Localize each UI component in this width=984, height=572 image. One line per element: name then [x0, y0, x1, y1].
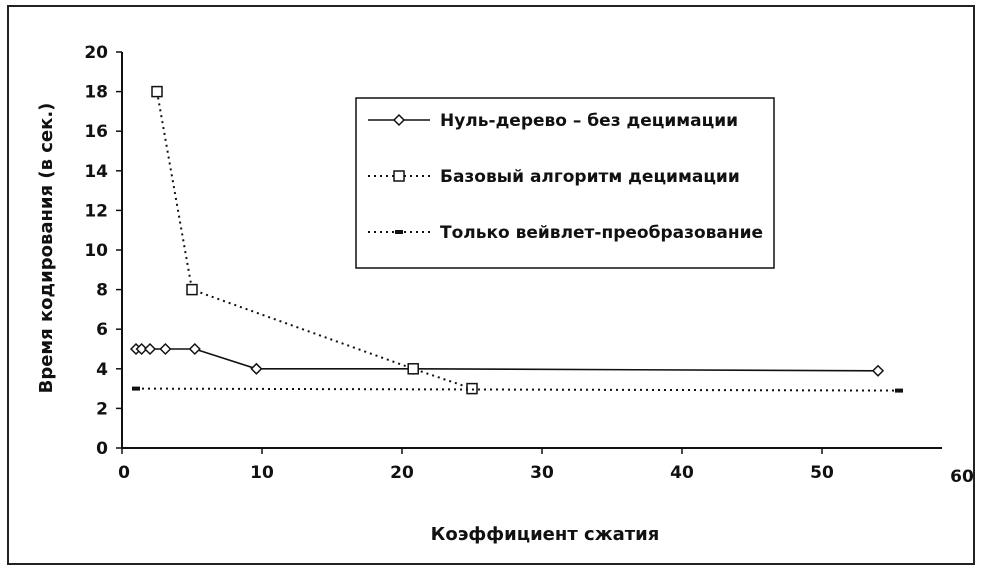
- square-marker: [408, 364, 418, 374]
- y-tick-label: 20: [84, 43, 108, 63]
- x-axis-ticks: [118, 448, 974, 487]
- diamond-marker: [190, 344, 200, 354]
- y-tick-label: 2: [96, 399, 108, 420]
- legend-label: Базовый алгоритм децимации: [440, 167, 740, 187]
- x-tick-label: 60: [950, 467, 974, 487]
- y-tick-label: 8: [96, 280, 108, 301]
- diamond-marker: [873, 366, 883, 376]
- diamond-marker: [251, 364, 261, 374]
- diamond-marker: [145, 344, 155, 354]
- x-tick-label: 30: [530, 463, 554, 483]
- square-marker: [152, 87, 162, 97]
- y-tick-label: 16: [84, 122, 108, 143]
- series-1: [131, 344, 883, 376]
- dash-marker: [132, 387, 140, 391]
- diamond-marker: [160, 344, 170, 354]
- square-marker: [394, 171, 404, 181]
- series-line: [136, 389, 899, 391]
- x-tick-label: 50: [810, 463, 834, 483]
- square-marker: [467, 384, 477, 394]
- square-marker: [187, 285, 197, 295]
- y-tick-label: 6: [96, 320, 108, 341]
- y-tick-label: 10: [84, 241, 108, 261]
- y-tick-label: 0: [96, 439, 108, 459]
- x-tick-label: 10: [250, 463, 274, 483]
- x-tick-label: 40: [670, 463, 694, 483]
- y-tick-label: 12: [84, 201, 108, 222]
- x-tick-label: 20: [390, 463, 414, 483]
- series-line: [136, 349, 878, 371]
- y-tick-label: 4: [96, 359, 108, 380]
- series-3: [132, 387, 903, 393]
- y-tick-label: 18: [84, 82, 108, 103]
- y-tick-label: 14: [84, 161, 108, 182]
- x-tick-label: 0: [118, 463, 130, 483]
- legend-label: Нуль-дерево – без децимации: [440, 111, 739, 131]
- legend: [356, 98, 774, 268]
- y-axis-ticks: [84, 43, 122, 459]
- dash-marker: [395, 230, 403, 234]
- legend-label: Только вейвлет-преобразование: [440, 223, 764, 243]
- dash-marker: [895, 389, 903, 393]
- y-axis-title: Время кодирования (в сек.): [36, 102, 57, 394]
- x-axis-title: Коэффициент сжатия: [430, 524, 660, 545]
